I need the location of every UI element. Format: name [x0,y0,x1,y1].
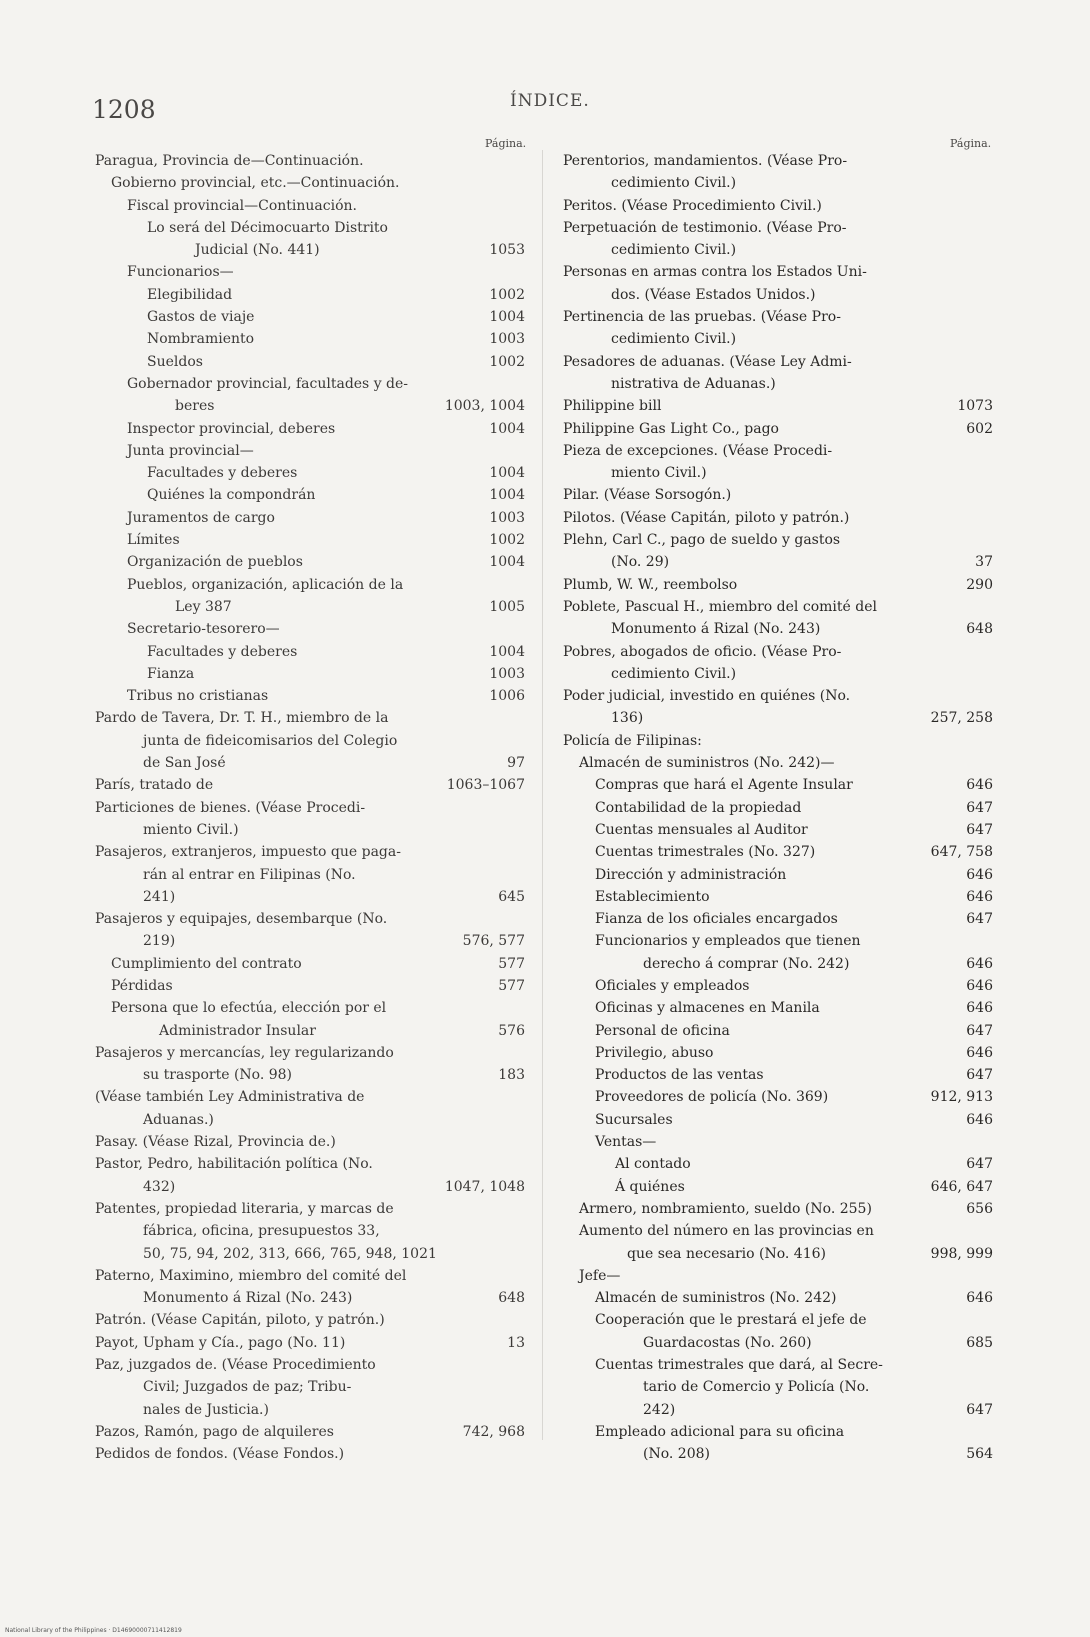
index-entry [95,529,525,551]
index-entry [563,1131,993,1153]
entry-text: Pobres, abogados de oficio. (Véase Pro- [563,643,842,660]
entry-text: Empleado adicional para su oficina [595,1423,845,1440]
index-entry [563,1265,993,1287]
index-entry [95,328,525,350]
library-footer: National Library of the Philippines · D14690000711412819 [5,1627,182,1634]
entry-text: Personal de oficina [595,1022,730,1039]
entry-page-ref: 1004 [489,309,525,326]
index-entry [95,1086,525,1131]
entry-text: París, tratado de [95,777,214,794]
entry-text: Almacén de suministros (No. 242) [595,1290,837,1307]
entry-text: tario de Comercio y Policía (No. [643,1379,870,1396]
entry-text: Aduanas.) [143,1111,214,1128]
entry-text: Monumento á Rizal (No. 243) [611,621,821,638]
entry-page-ref: 998, 999 [930,1245,993,1262]
entry-text: Pedidos de fondos. (Véase Fondos.) [95,1446,345,1463]
entry-text: Plehn, Carl C., pago de sueldo y gastos [563,532,841,549]
index-entry [95,975,525,997]
entry-page-ref: 647 [966,1156,993,1173]
entry-page-ref: 647 [966,821,993,838]
entry-text: Productos de las ventas [595,1067,764,1084]
entry-text: 136) [611,710,644,727]
entry-text: Almacén de suministros (No. 242)— [579,755,835,772]
entry-text: 242) [643,1401,676,1418]
entry-text: Cuentas trimestrales (No. 327) [595,844,816,861]
entry-page-ref: 577 [498,977,525,994]
entry-text: Pilotos. (Véase Capitán, piloto y patrón.) [563,509,850,526]
entry-page-ref: 656 [966,1200,993,1217]
entry-text: Elegibilidad [147,286,233,303]
page-number: 1208 [92,95,156,124]
index-entry [563,841,993,863]
index-entry [563,195,993,217]
index-entry [563,685,993,730]
index-entry [95,641,525,663]
entry-text: Privilegio, abuso [595,1044,714,1061]
index-entry [563,1198,993,1220]
entry-text: Paterno, Maximino, miembro del comité del [95,1267,407,1284]
column-divider [542,150,543,1440]
index-entry [563,596,993,641]
index-entry [95,953,525,975]
index-entry [95,574,525,619]
entry-text: Fianza [147,665,195,682]
entry-text: Á quiénes [615,1178,685,1195]
entry-text: Administrador Insular [159,1022,316,1039]
entry-text: Oficiales y empleados [595,977,750,994]
entry-text: Facultades y deberes [147,643,298,660]
entry-page-ref: 1073 [957,398,993,415]
entry-text: cedimiento Civil.) [611,242,737,259]
entry-page-ref: 576 [498,1022,525,1039]
index-entry [95,1421,525,1443]
entry-text: (No. 208) [643,1446,710,1463]
index-entry [563,1020,993,1042]
entry-text: 50, 75, 94, 202, 313, 666, 765, 948, 1021 [143,1245,437,1262]
entry-text: Cooperación que le prestará el jefe de [595,1312,867,1329]
index-entry [95,462,525,484]
entry-text: Persona que lo efectúa, elección por el [111,1000,387,1017]
entry-page-ref: 685 [966,1334,993,1351]
entry-text: Secretario-tesorero— [127,621,280,638]
entry-text: Paz, juzgados de. (Véase Procedimiento [95,1357,376,1374]
index-entry [95,507,525,529]
entry-text: junta de fideicomisarios del Colegio [143,732,398,749]
entry-page-ref: 646 [966,888,993,905]
index-entry [563,217,993,262]
entry-text: Cuentas trimestrales que dará, al Secre- [595,1357,883,1374]
entry-text: de San José [143,755,226,772]
entry-text: Perpetuación de testimonio. (Véase Pro- [563,219,847,236]
entry-text: Gastos de viaje [147,309,255,326]
entry-text: Pazos, Ramón, pago de alquileres [95,1423,334,1440]
index-entry [95,618,525,640]
index-entry [563,930,993,975]
entry-text: cedimiento Civil.) [611,665,737,682]
entry-text: Organización de pueblos [127,554,303,571]
entry-text: Poblete, Pascual H., miembro del comité del [563,598,877,615]
entry-page-ref: 1006 [489,688,525,705]
index-entry [563,484,993,506]
entry-text: Pasay. (Véase Rizal, Provincia de.) [95,1134,336,1151]
index-entry [95,1354,525,1421]
entry-text: Oficinas y almacenes en Manila [595,1000,820,1017]
index-entry [563,752,993,774]
index-entry [563,150,993,195]
entry-page-ref: 648 [498,1290,525,1307]
entry-page-ref: 646 [966,1044,993,1061]
entry-text: Fiscal provincial—Continuación. [127,197,357,214]
entry-text: Límites [127,532,180,549]
entry-page-ref: 1004 [489,465,525,482]
entry-page-ref: 97 [507,755,525,772]
entry-page-ref: 1003 [489,331,525,348]
entry-text: Pasajeros y mercancías, ley regularizando [95,1044,394,1061]
index-entry [563,641,993,686]
entry-page-ref: 647 [966,911,993,928]
index-entry [95,1309,525,1331]
entry-page-ref: 1002 [489,353,525,370]
entry-text: su trasporte (No. 98) [143,1067,293,1084]
entry-page-ref: 577 [498,955,525,972]
entry-page-ref: 1047, 1048 [444,1178,525,1195]
entry-page-ref: 1063–1067 [446,777,525,794]
entry-page-ref: 564 [966,1446,993,1463]
entry-page-ref: 646 [966,1290,993,1307]
entry-page-ref: 576, 577 [462,933,525,950]
index-entry [95,707,525,774]
left-column-pagina-label: Página. [485,137,527,150]
index-entry [563,1309,993,1354]
entry-text: Particiones de bienes. (Véase Procedi- [95,799,366,816]
entry-page-ref: 646 [966,955,993,972]
entry-text: que sea necesario (No. 416) [627,1245,826,1262]
index-entry [95,484,525,506]
entry-text: rán al entrar en Filipinas (No. [143,866,356,883]
entry-text: Payot, Upham y Cía., pago (No. 11) [95,1334,346,1351]
index-entry [95,195,525,217]
index-entry [95,306,525,328]
index-entry [95,1153,525,1198]
entry-page-ref: 742, 968 [462,1423,525,1440]
entry-text: Philippine bill [563,398,662,415]
index-entry [95,150,525,172]
entry-text: Nombramiento [147,331,255,348]
entry-text: nistrativa de Aduanas.) [611,375,776,392]
entry-text: miento Civil.) [611,465,707,482]
index-entry [95,1042,525,1087]
entry-page-ref: 1003 [489,665,525,682]
index-entry [95,217,525,262]
index-entry [563,774,993,796]
index-entry [95,284,525,306]
entry-text: Aumento del número en las provincias en [579,1223,874,1240]
entry-text: Juramentos de cargo [127,509,275,526]
index-entry [563,1109,993,1131]
entry-text: Fianza de los oficiales encargados [595,911,838,928]
entry-text: Guardacostas (No. 260) [643,1334,812,1351]
entry-text: Personas en armas contra los Estados Uni- [563,264,867,281]
entry-page-ref: 646 [966,777,993,794]
index-entry [563,351,993,396]
index-entry [95,685,525,707]
index-entry [95,1265,525,1310]
entry-page-ref: 1003 [489,509,525,526]
index-entry [95,774,525,796]
entry-text: (No. 29) [611,554,670,571]
index-entry [563,975,993,997]
index-entry [563,395,993,417]
index-entry [95,1443,525,1465]
entry-text: Junta provincial— [127,442,254,459]
entry-text: Funcionarios— [127,264,234,281]
entry-text: dos. (Véase Estados Unidos.) [611,286,816,303]
index-entry [563,1421,993,1466]
index-entry [563,529,993,574]
entry-text: Facultades y deberes [147,465,298,482]
entry-text: Pilar. (Véase Sorsogón.) [563,487,732,504]
entry-text: Gobierno provincial, etc.—Continuación. [111,175,400,192]
index-column-right [563,150,993,1466]
entry-page-ref: 646 [966,977,993,994]
entry-page-ref: 646, 647 [930,1178,993,1195]
index-entry [95,440,525,462]
entry-text: Ventas— [595,1134,657,1151]
entry-text: Judicial (No. 441) [195,242,320,259]
entry-text: Pastor, Pedro, habilitación política (No. [95,1156,373,1173]
index-entry [95,663,525,685]
entry-text: Perentorios, mandamientos. (Véase Pro- [563,153,848,169]
entry-text: Contabilidad de la propiedad [595,799,802,816]
running-title: ÍNDICE. [510,91,590,111]
index-entry [95,418,525,440]
index-entry [95,551,525,573]
entry-text: miento Civil.) [143,821,239,838]
index-entry [563,864,993,886]
entry-page-ref: 602 [966,420,993,437]
index-entry [95,1198,525,1265]
entry-text: Cumplimiento del contrato [111,955,302,972]
entry-text: Patentes, propiedad literaria, y marcas de [95,1200,394,1217]
entry-text: Lo será del Décimocuarto Distrito [147,219,388,236]
entry-text: derecho á comprar (No. 242) [643,955,850,972]
entry-page-ref: 648 [966,621,993,638]
entry-text: Monumento á Rizal (No. 243) [143,1290,353,1307]
entry-text: Pieza de excepciones. (Véase Procedi- [563,442,833,459]
entry-page-ref: 1002 [489,532,525,549]
index-entry [563,730,993,752]
index-entry [563,1354,993,1421]
entry-text: 432) [143,1178,176,1195]
index-entry [95,261,525,283]
entry-text: 241) [143,888,176,905]
entry-page-ref: 1005 [489,598,525,615]
index-entry [95,1332,525,1354]
entry-text: 219) [143,933,176,950]
index-entry [563,997,993,1019]
entry-page-ref: 912, 913 [930,1089,993,1106]
entry-text: nales de Justicia.) [143,1401,269,1418]
index-entry [563,797,993,819]
entry-page-ref: 645 [498,888,525,905]
entry-page-ref: 647 [966,799,993,816]
entry-page-ref: 646 [966,866,993,883]
index-entry [95,172,525,194]
right-column-pagina-label: Página. [950,137,992,150]
entry-page-ref: 1002 [489,286,525,303]
index-entry [563,1086,993,1108]
index-entry [95,997,525,1042]
entry-text: Jefe— [579,1267,621,1284]
index-column-left [95,150,525,1466]
entry-text: Tribus no cristianas [127,688,269,705]
index-entry [563,1220,993,1265]
entry-text: Ley 387 [175,598,232,615]
entry-page-ref: 1004 [489,643,525,660]
entry-page-ref: 257, 258 [930,710,993,727]
entry-text: Cuentas mensuales al Auditor [595,821,808,838]
entry-text: Patrón. (Véase Capitán, piloto, y patrón.) [95,1312,385,1329]
index-entry [95,373,525,418]
entry-text: Pueblos, organización, aplicación de la [127,576,404,593]
entry-text: beres [175,398,215,415]
index-entry [563,1064,993,1086]
entry-text: Pesadores de aduanas. (Véase Ley Admi- [563,353,852,370]
entry-page-ref: 13 [507,1334,525,1351]
entry-text: Pertinencia de las pruebas. (Véase Pro- [563,309,841,326]
index-entry [563,507,993,529]
entry-text: fábrica, oficina, presupuestos 33, [143,1223,380,1240]
entry-page-ref: 647 [966,1067,993,1084]
entry-text: (Véase también Ley Administrativa de [95,1089,365,1106]
entry-text: Dirección y administración [595,866,787,883]
entry-text: Philippine Gas Light Co., pago [563,420,779,437]
index-entry [563,418,993,440]
index-entry [95,351,525,373]
entry-text: Poder judicial, investido en quiénes (No. [563,688,851,705]
entry-page-ref: 1004 [489,554,525,571]
entry-page-ref: 647, 758 [930,844,993,861]
entry-text: Policía de Filipinas: [563,732,702,749]
index-entry [563,819,993,841]
index-entry [563,908,993,930]
entry-page-ref: 1004 [489,487,525,504]
entry-page-ref: 183 [498,1067,525,1084]
index-entry [563,306,993,351]
entry-text: Establecimiento [595,888,710,905]
index-entry [563,1153,993,1175]
entry-text: Paragua, Provincia de—Continuación. [95,153,364,169]
entry-text: Pérdidas [111,977,173,994]
entry-text: Civil; Juzgados de paz; Tribu- [143,1379,352,1396]
entry-page-ref: 1003, 1004 [444,398,525,415]
entry-text: Plumb, W. W., reembolso [563,576,738,593]
entry-text: cedimiento Civil.) [611,175,737,192]
index-entry [95,841,525,908]
entry-page-ref: 290 [966,576,993,593]
index-entry [563,1042,993,1064]
entry-page-ref: 1004 [489,420,525,437]
entry-page-ref: 646 [966,1000,993,1017]
index-entry [563,440,993,485]
index-entry [95,1131,525,1153]
index-entry [95,797,525,842]
entry-page-ref: 37 [975,554,993,571]
entry-page-ref: 646 [966,1111,993,1128]
entry-text: Sueldos [147,353,203,370]
index-entry [563,1176,993,1198]
entry-page-ref: 1053 [489,242,525,259]
entry-text: Gobernador provincial, facultades y de- [127,375,409,392]
index-entry [95,908,525,953]
entry-text: Proveedores de policía (No. 369) [595,1089,829,1106]
entry-text: Compras que hará el Agente Insular [595,777,853,794]
entry-page-ref: 647 [966,1022,993,1039]
entry-text: Inspector provincial, deberes [127,420,336,437]
entry-text: Funcionarios y empleados que tienen [595,933,861,950]
entry-text: Peritos. (Véase Procedimiento Civil.) [563,197,822,214]
index-entry [563,886,993,908]
entry-text: Pasajeros y equipajes, desembarque (No. [95,911,388,928]
entry-text: Pasajeros, extranjeros, impuesto que paga- [95,844,401,861]
entry-page-ref: 647 [966,1401,993,1418]
index-entry [563,261,993,306]
entry-text: cedimiento Civil.) [611,331,737,348]
entry-text: Quiénes la compondrán [147,487,316,504]
entry-text: Armero, nombramiento, sueldo (No. 255) [579,1200,872,1217]
entry-text: Pardo de Tavera, Dr. T. H., miembro de la [95,710,389,727]
entry-text: Sucursales [595,1111,673,1128]
index-entry [563,1287,993,1309]
index-entry [563,574,993,596]
entry-text: Al contado [615,1156,691,1173]
